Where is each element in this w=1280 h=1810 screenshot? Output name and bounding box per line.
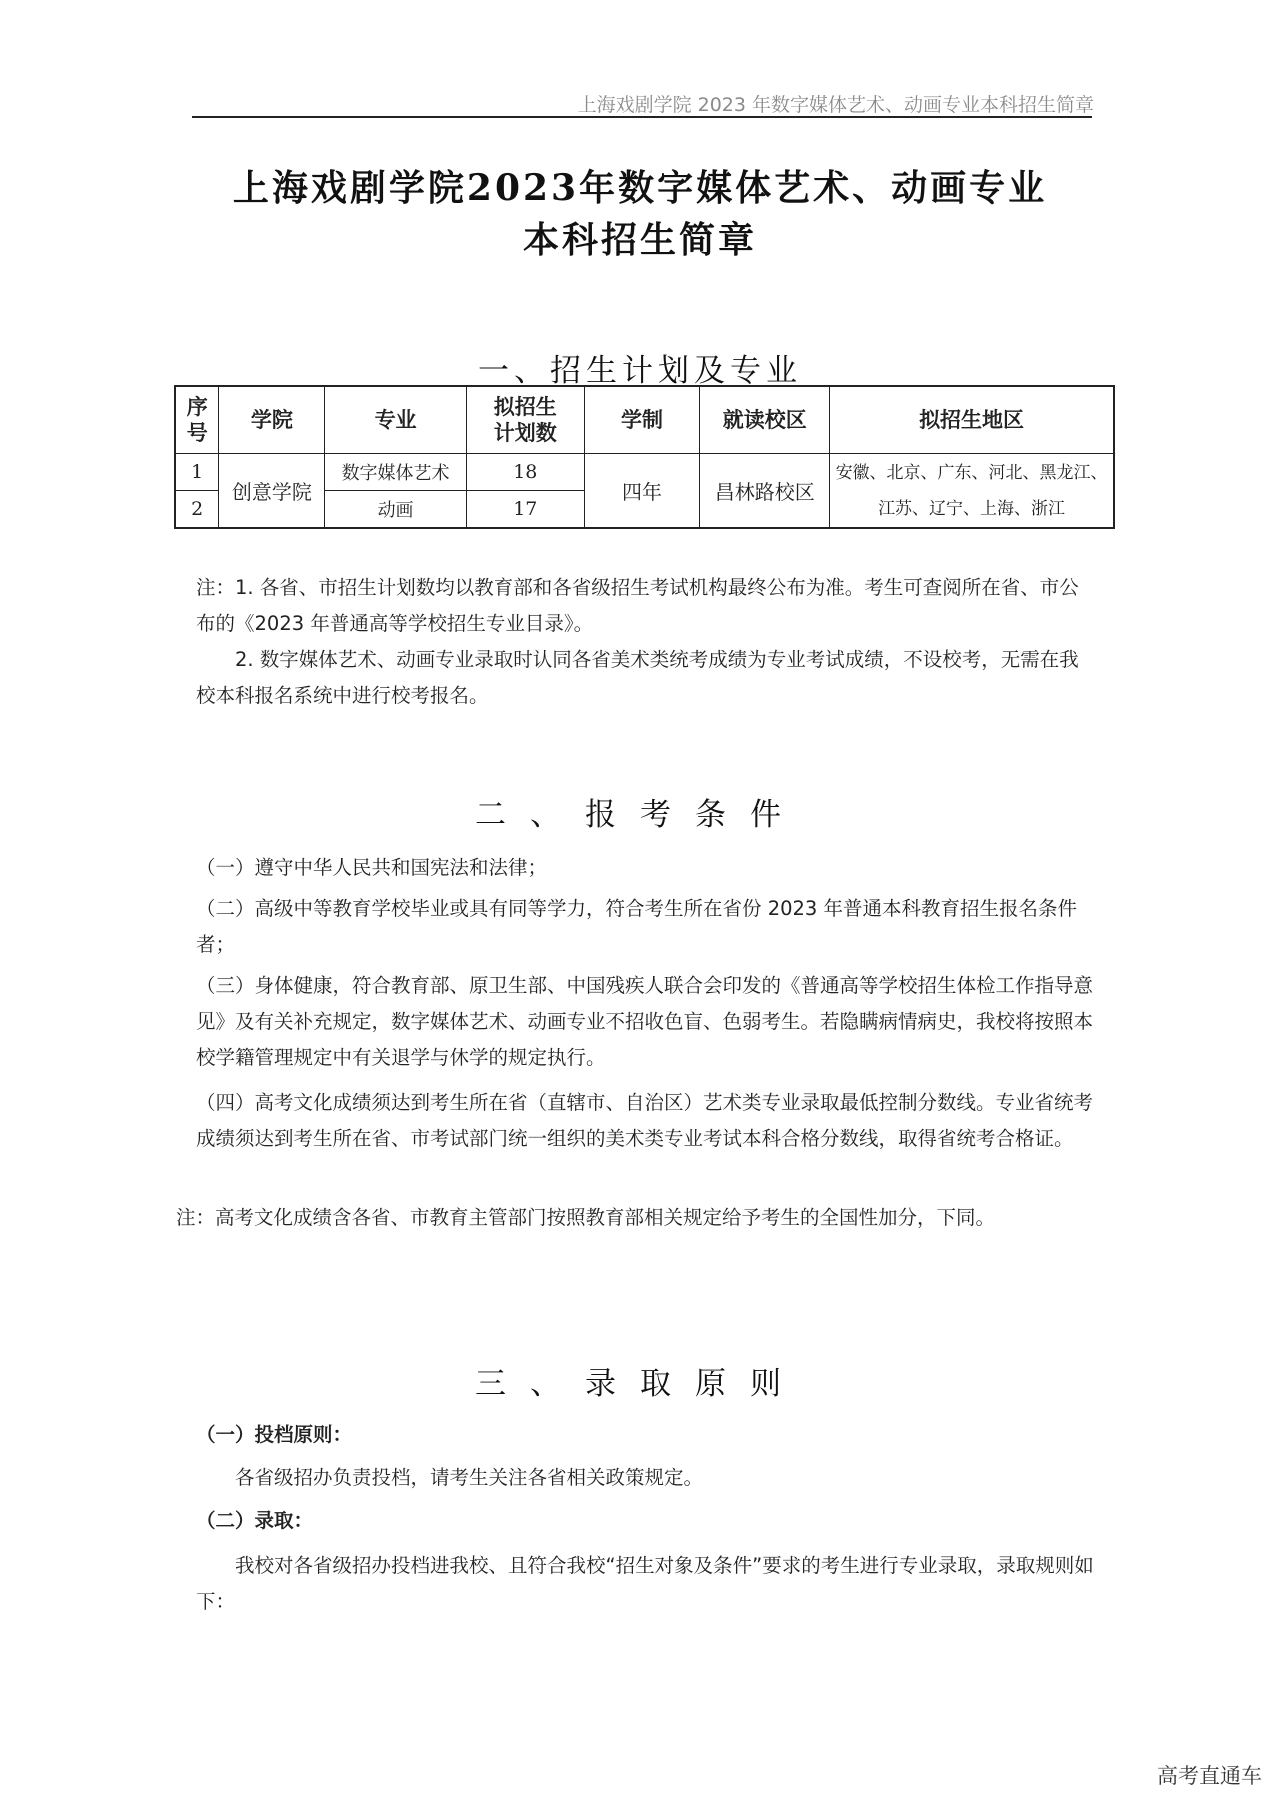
- header-college: 学院: [219, 386, 325, 454]
- document-title-line1: 上海戏剧学院2023年数字媒体艺术、动画专业: [232, 167, 1048, 209]
- header-plan: 拟招生 计划数: [466, 386, 584, 454]
- enrollment-plan-table: [174, 385, 1115, 529]
- row-major: 数字媒体艺术: [325, 454, 467, 491]
- regions-cell: 安徽、北京、广东、河北、黑龙江、 江苏、辽宁、上海、浙江: [830, 454, 1114, 529]
- header-regions: 拟招生地区: [830, 386, 1114, 454]
- table-row: [175, 454, 1114, 491]
- admission-sub1-text: 各省级招办负责投档，请考生关注各省相关政策规定。: [235, 1466, 704, 1489]
- header-campus: 就读校区: [700, 386, 830, 454]
- condition-item-3: （三）身体健康，符合教育部、原卫生部、中国残疾人联合会印发的《普通高等学校招生体检工作指导意见》及有关补充规定，数字媒体艺术、动画专业不招收色盲、色弱考生。若隐瞒病情病史，我校将按照本校学籍管理规定中有关退学与休学的规定执行。: [196, 974, 1094, 1069]
- campus-cell: 昌林路校区: [700, 454, 830, 529]
- watermark-brand: 高考直通车: [1157, 1764, 1262, 1788]
- condition-item-2: （二）高级中等教育学校毕业或具有同等学力，符合考生所在省份 2023 年普通本科教育招生报名条件者；: [196, 897, 1078, 956]
- row-plan: 17: [466, 491, 584, 529]
- row-major: 动画: [325, 491, 467, 529]
- header-index: 序 号: [175, 386, 219, 454]
- row-index: 2: [175, 491, 219, 529]
- table-note-1: 注：1. 各省、市招生计划数均以教育部和各省级招生考试机构最终公布为准。考生可查阅所在省、市公布的《2023 年普通高等学校招生专业目录》。: [196, 576, 1079, 635]
- condition-item-4: （四）高考文化成绩须达到考生所在省（直辖市、自治区）艺术类专业录取最低控制分数线。专业省统考成绩须达到考生所在省、市考试部门统一组织的美术类专业考试本科合格分数线，取得省统考合格证。: [196, 1091, 1094, 1150]
- admission-sub2-label: （二）录取：: [196, 1509, 314, 1532]
- header-rule: [192, 116, 1092, 118]
- college-cell: 创意学院: [219, 454, 325, 529]
- row-index: 1: [175, 454, 219, 491]
- section3-heading: 三、录取原则: [475, 1366, 805, 1402]
- admission-sub1-label: （一）投档原则：: [196, 1423, 353, 1446]
- table-header-row: [175, 386, 1114, 454]
- document-title-line2: 本科招生简章: [522, 219, 757, 261]
- admission-sub2-text: 我校对各省级招办投档进我校、且符合我校“招生对象及条件”要求的考生进行专业录取，录取规则如下：: [196, 1554, 1094, 1613]
- table-note-2: 2. 数字媒体艺术、动画专业录取时认同各省美术类统考成绩为专业考试成绩，不设校考，无需在我校本科报名系统中进行校考报名。: [196, 648, 1079, 707]
- running-header: 上海戏剧学院 2023 年数字媒体艺术、动画专业本科招生简章: [577, 94, 1094, 116]
- section1-heading: 一、招生计划及专业: [478, 353, 802, 389]
- header-duration: 学制: [584, 386, 700, 454]
- header-major: 专业: [325, 386, 467, 454]
- duration-cell: 四年: [584, 454, 700, 529]
- section2-heading: 二、报考条件: [475, 797, 805, 833]
- condition-item-1: （一）遵守中华人民共和国宪法和法律；: [196, 856, 548, 879]
- row-plan: 18: [466, 454, 584, 491]
- section2-note: 注：高考文化成绩含各省、市教育主管部门按照教育部相关规定给予考生的全国性加分，下同。: [176, 1206, 996, 1229]
